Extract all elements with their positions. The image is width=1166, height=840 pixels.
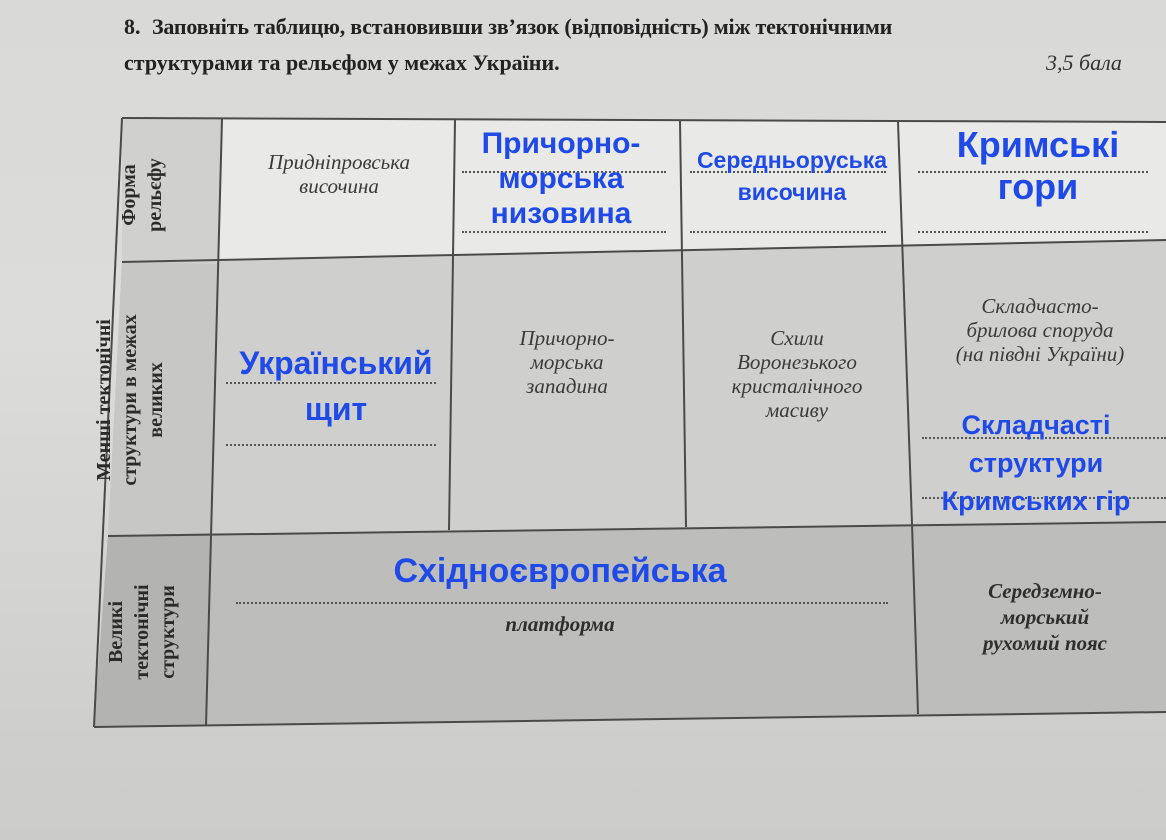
large-cell-right-line2: морський [1000, 605, 1090, 629]
answer-smaller-1: Український щит [239, 345, 433, 427]
smaller-cell-2-line2: морська [530, 350, 604, 374]
row-header-smaller-line2: структури в межах [119, 314, 141, 486]
task-text-line2: структурами та рельєфом у межах України. [124, 50, 560, 75]
smaller-cell-3-line2: Воронезького [737, 350, 857, 374]
relief-cell-1-line2: височина [299, 174, 379, 198]
answer-line [462, 231, 666, 233]
row-header-smaller-line3: великих [145, 362, 167, 438]
large-cell-right [924, 578, 1166, 656]
smaller-cell-4-line1: Складчасто- [981, 294, 1099, 318]
relief-cell-1 [232, 150, 446, 198]
smaller-cell-4-line3: (на півдні України) [955, 342, 1125, 366]
smaller-cell-4 [914, 294, 1166, 366]
row-header-relief-line1: Форма [118, 164, 140, 226]
large-cell-right-line3: рухомий пояс [983, 631, 1107, 655]
smaller-cell-4-line2: брилова споруда [966, 318, 1114, 342]
row-header-large-line2: тектонічні [131, 584, 153, 680]
row-header-smaller-structures [91, 265, 175, 535]
answer-relief-3: Середньоруська височина [696, 147, 888, 205]
task-number: 8. [124, 14, 141, 39]
row-header-relief-line2: рельєфу [144, 158, 166, 232]
task-score: 3,5 бала [1046, 50, 1122, 75]
answer-relief-2: Причорно- морська низовина [481, 127, 641, 230]
answer-line [236, 602, 888, 604]
row-header-large-line1: Великі [105, 600, 127, 664]
answer-line [226, 444, 436, 446]
large-cell-left-printed: платформа [505, 612, 615, 636]
large-cell-right-line1: Середземно- [988, 579, 1102, 603]
answer-line [918, 231, 1148, 233]
smaller-cell-3 [688, 326, 906, 422]
task-text-line1: Заповніть таблицю, встановивши зв’язок (відповідність) між тектонічними [152, 14, 893, 39]
answer-line [690, 231, 886, 233]
row-header-large-structures [103, 547, 187, 717]
row-header-relief [116, 115, 176, 275]
smaller-cell-2 [456, 326, 678, 398]
smaller-cell-3-line1: Схили [770, 326, 824, 350]
smaller-cell-3-line4: масиву [765, 398, 829, 422]
answer-relief-4: Кримські гори [956, 124, 1120, 207]
answer-large-left: Східноєвропейська [393, 552, 727, 590]
relief-cell-1-line1: Придніпровська [267, 150, 411, 174]
row-header-large-line3: структури [157, 585, 179, 679]
answer-smaller-4: Складчасті структури Кримських гір [941, 410, 1131, 516]
row-header-smaller-line1: Менші тектонічні [93, 319, 115, 481]
smaller-cell-2-line1: Причорно- [519, 326, 615, 350]
smaller-cell-3-line3: кристалічного [731, 374, 863, 398]
smaller-cell-2-line3: западина [526, 374, 608, 398]
